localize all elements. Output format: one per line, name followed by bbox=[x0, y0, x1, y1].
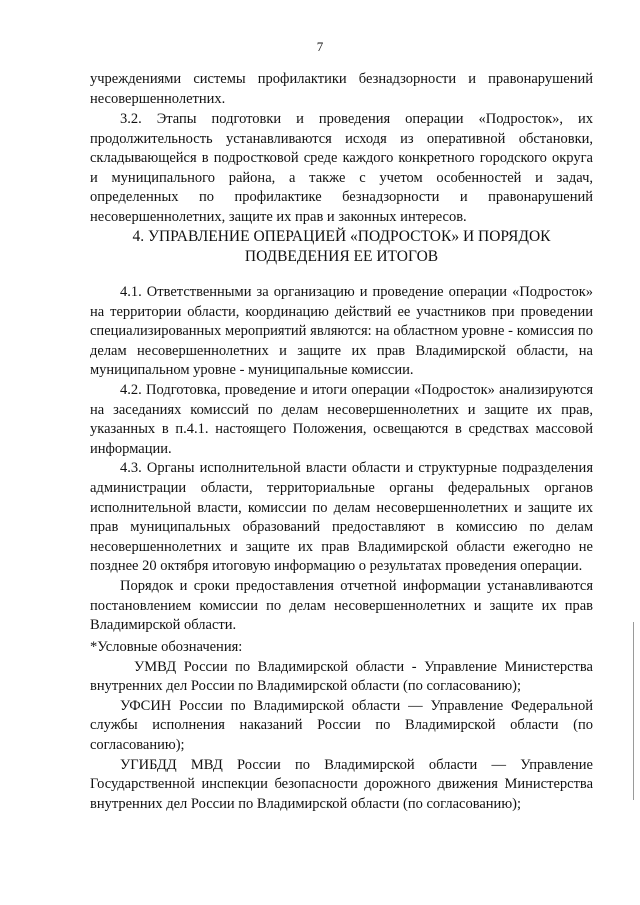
paragraph-continuation: учреждениями системы профилактики безнадзорности и правонарушений несовершеннолетних. bbox=[90, 71, 593, 107]
paragraph-4-3: 4.3. Органы исполнительной власти области и структурные подразделения администрации области, территориальные органы федеральных органов исполнительной власти, комиссии по делам несовершеннолетних и защите их прав муниципальных образований предоставляют в комиссию по делам несовершеннолетних и защите их прав Владимирской области ежегодно не позднее 20 октября итоговую информацию о результатах проведения операции. bbox=[90, 460, 593, 575]
notes-block bbox=[90, 638, 593, 814]
note-item-ugibdd: УГИБДД МВД России по Владимирской области — Управление Государственной инспекции безопасности дорожного движения Министерства внутренних дел России по Владимирской области (по согласованию); bbox=[90, 756, 593, 812]
note-item-ufsin: УФСИН России по Владимирской области — Управление Федеральной службы исполнения наказаний России по Владимирской области (по согласованию); bbox=[90, 697, 593, 753]
notes-title: *Условные обозначения: bbox=[90, 639, 243, 655]
scan-edge-line bbox=[633, 622, 634, 800]
paragraph-4-1: 4.1. Ответственными за организацию и проведение операции «Подросток» на территории области, координацию действий ее участников при проведении специализированных мероприятий являются: на областном уровне - комиссия по делам несовершеннолетних и защите их прав Владимирской области, на муниципальном уровне - муниципальные комиссии. bbox=[90, 284, 593, 379]
note-item-umvd: УМВД России по Владимирской области - Управление Министерства внутренних дел России по Владимирской области (по согласованию); bbox=[90, 658, 593, 695]
paragraph-order: Порядок и сроки предоставления отчетной информации устанавливаются постановлением комиссии по делам несовершеннолетних и защите их прав Владимирской области. bbox=[90, 577, 593, 634]
paragraph-3-2-block bbox=[90, 110, 593, 228]
section-4-title-line-1: 4. УПРАВЛЕНИЕ ОПЕРАЦИЕЙ «ПОДРОСТОК» И ПОРЯДОК bbox=[132, 228, 551, 245]
page-number: 7 bbox=[316, 39, 324, 54]
section-4-body bbox=[90, 283, 593, 636]
paragraph-4-2: 4.2. Подготовка, проведение и итоги операции «Подросток» анализируются на заседаниях комиссий по делам несовершеннолетних и защите их прав, указанных в п.4.1. настоящего Положения, освещаются в средствах массовой информации. bbox=[90, 381, 593, 457]
paragraph-3-2: 3.2. Этапы подготовки и проведения операции «Подросток», их продолжительность устанавливаются исходя из оперативной обстановки, складывающейся в подростковой среде каждого конкретного городского округа и муниципального района, а также с учетом особенностей и задач, определенных по профилактике безнадзорности и правонарушений несовершеннолетних, защите их прав и законных интересов. bbox=[90, 111, 593, 225]
section-4-title-line-2: ПОДВЕДЕНИЯ ЕЕ ИТОГОВ bbox=[244, 248, 439, 265]
section-4-heading bbox=[90, 227, 593, 267]
continued-paragraph bbox=[90, 70, 593, 109]
